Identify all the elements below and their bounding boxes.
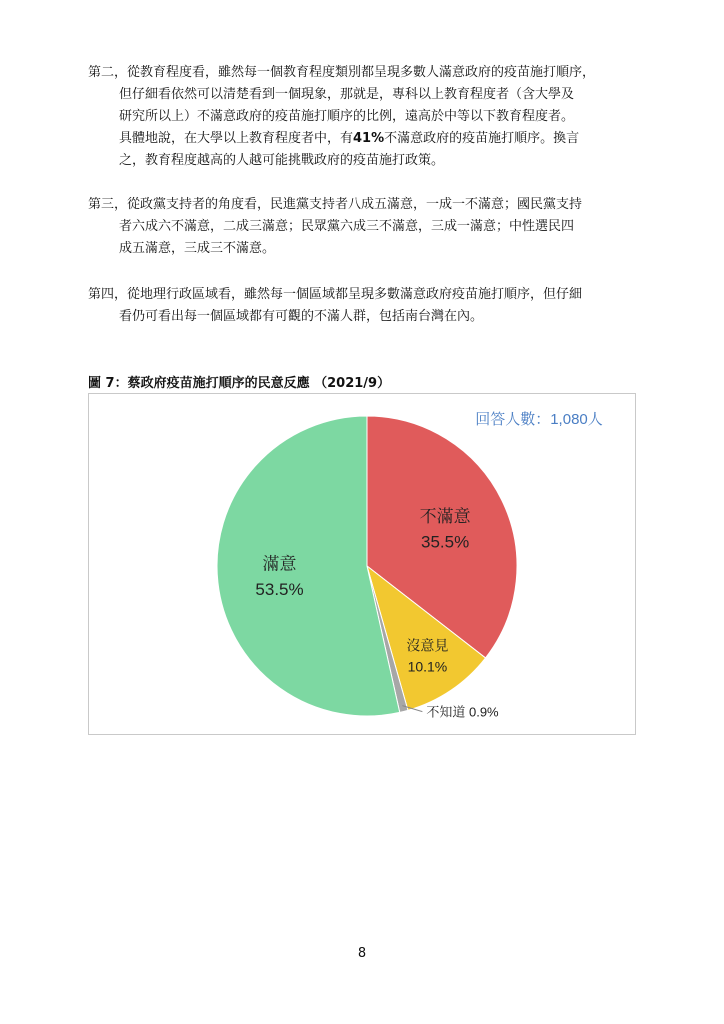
page-number: 8: [357, 946, 367, 961]
respondent-count-label: 回答人數：1,080人: [475, 411, 603, 428]
paragraph-third: [88, 194, 648, 260]
slice-label: 不滿意: [419, 506, 471, 526]
paragraph-label: 第四，: [88, 287, 128, 302]
slice-value: 53.5%: [255, 579, 304, 599]
paragraph-line: 研究所以上）不滿意政府的疫苗施打順序的比例，遠高於中等以下教育程度者。: [119, 109, 575, 124]
paragraph-line: 成五滿意，三成三不滿意。: [119, 241, 276, 256]
paragraph-line: 從地理行政區域看，雖然每一個區域都呈現多數滿意政府疫苗施打順序，但仔細: [127, 287, 583, 302]
paragraph-line: 之，教育程度越高的人越可能挑戰政府的疫苗施打政策。: [119, 153, 445, 168]
pie-chart-frame: [88, 393, 636, 735]
paragraph-line: 者六成六不滿意，二成三滿意；民眾黨六成三不滿意，三成一滿意；中性選民四: [119, 219, 575, 234]
slice-value: 35.5%: [421, 532, 470, 552]
paragraph-label: 第二，: [88, 65, 128, 80]
paragraph-fourth: [88, 284, 648, 328]
slice-label: 滿意: [262, 554, 297, 574]
highlight-percentage: 41%: [353, 131, 385, 146]
paragraph-line: 從教育程度看，雖然每一個教育程度類別都呈現多數人滿意政府的疫苗施打順序，: [127, 65, 596, 80]
slice-value: 10.1%: [407, 658, 448, 675]
slice-label: 沒意見: [406, 637, 449, 654]
pie-chart: [89, 394, 635, 734]
paragraph-line: 看仍可看出每一個區域都有可觀的不滿人群，包括南台灣在內。: [119, 309, 484, 324]
paragraph-label: 第三，: [88, 197, 128, 212]
paragraph-line: 不滿意政府的疫苗施打順序。換言: [384, 131, 580, 146]
paragraph-line: 但仔細看依然可以清楚看到一個現象，那就是，專科以上教育程度者（含大學及: [119, 87, 575, 102]
paragraph-line: 從政黨支持者的角度看，民進黨支持者八成五滿意，一成一不滿意；國民黨支持: [127, 197, 583, 212]
paragraph-line: 具體地說，在大學以上教育程度者中，有: [119, 131, 354, 146]
slice-label: 不知道 0.9%: [426, 704, 499, 720]
figure-caption: 圖 7：蔡政府疫苗施打順序的民意反應 （2021/9）: [88, 376, 391, 391]
paragraph-second: [88, 62, 648, 172]
